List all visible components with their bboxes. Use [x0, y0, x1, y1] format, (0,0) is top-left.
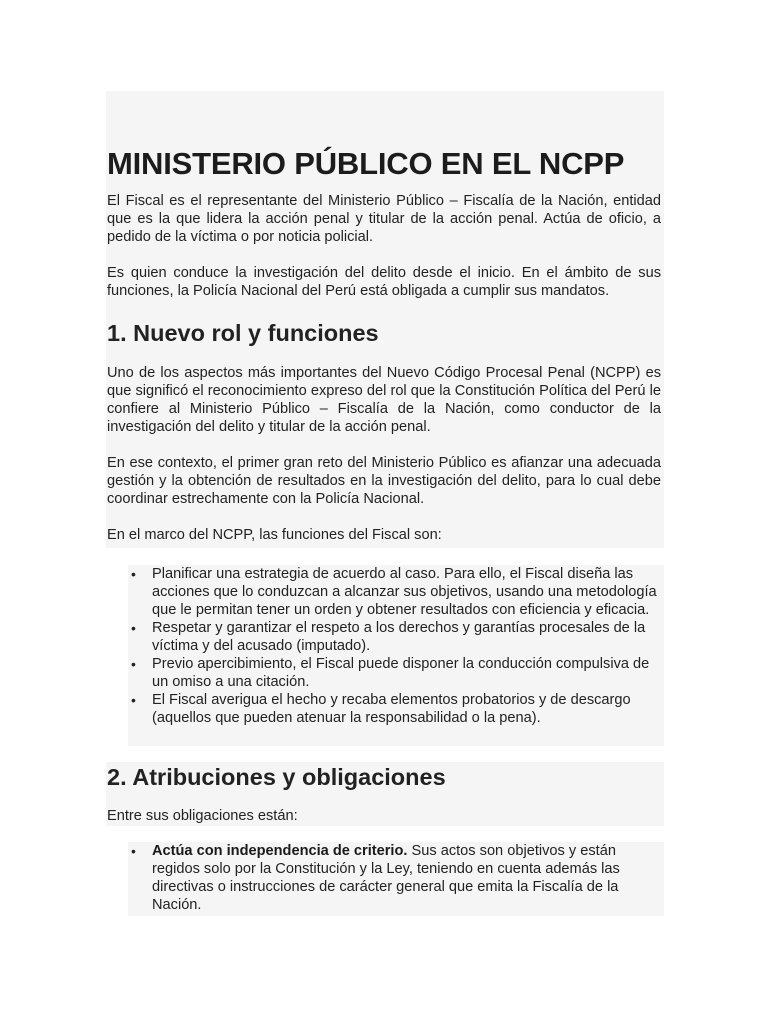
- intro-paragraph-2: Es quien conduce la investigación del delito desde el inicio. En el ámbito de sus funciones, la Policía Nacional del Perú está obligada a cumplir sus mandatos.: [107, 265, 661, 299]
- list-item: [128, 842, 664, 914]
- section-2-paragraph-1: Entre sus obligaciones están:: [107, 808, 298, 824]
- list-item-bold-lead: Actúa con independencia de criterio.: [152, 843, 408, 859]
- list-item-text: Respetar y garantizar el respeto a los derechos y garantías procesales de la víctima y del acusado (imputado).: [152, 620, 646, 654]
- section-1-paragraph-3: En el marco del NCPP, las funciones del Fiscal son:: [107, 527, 442, 543]
- bullet-icon: •: [131, 692, 136, 708]
- obligations-list-block: [128, 842, 664, 916]
- list-item-text: Planificar una estrategia de acuerdo al caso. Para ello, el Fiscal diseña las acciones que lo conduzcan a alcanzar sus objetivos, usando una metodología que le permitan tener un orden y obtener resultados con eficiencia y eficacia.: [152, 566, 657, 618]
- obligations-list: [128, 842, 664, 914]
- list-item: [128, 565, 664, 619]
- list-item-text: El Fiscal averigua el hecho y recaba elementos probatorios y de descargo (aquellos que pueden atenuar la responsabilidad o la pena).: [152, 692, 631, 726]
- page-title: MINISTERIO PÚBLICO EN EL NCPP: [107, 146, 625, 181]
- list-item-text: [152, 842, 664, 914]
- list-item: [128, 691, 664, 727]
- list-item-text: Previo apercibimiento, el Fiscal puede disponer la conducción compulsiva de un omiso a una citación.: [152, 656, 650, 690]
- section-2-block: [106, 762, 664, 826]
- bullet-icon: •: [131, 566, 136, 582]
- intro-block: [106, 91, 664, 548]
- functions-list-block: [128, 565, 664, 746]
- intro-paragraph-1: El Fiscal es el representante del Ministerio Público – Fiscalía de la Nación, entidad que es la que lidera la acción penal y titular de la acción penal. Actúa de oficio, a pedido de la víctima o por noticia policial.: [107, 193, 661, 245]
- bullet-icon: •: [131, 843, 136, 859]
- list-item: [128, 655, 664, 691]
- section-1-paragraph-2: En ese contexto, el primer gran reto del Ministerio Público es afianzar una adecuada gestión y la obtención de resultados en la investigación del delito, para lo cual debe coordinar estrechamente con la Policía Nacional.: [107, 455, 661, 507]
- section-1-paragraph-1: Uno de los aspectos más importantes del Nuevo Código Procesal Penal (NCPP) es que significó el reconocimiento expreso del rol que la Constitución Política del Perú le confiere al Ministerio Público – Fiscalía de la Nación, como conductor de la investigación del delito y titular de la acción penal.: [107, 365, 661, 435]
- list-item: [128, 619, 664, 655]
- functions-list: [128, 565, 664, 727]
- bullet-icon: •: [131, 656, 136, 672]
- section-2-heading: 2. Atribuciones y obligaciones: [107, 764, 446, 790]
- bullet-icon: •: [131, 620, 136, 636]
- list-item-rest: Sus actos son objetivos y están regidos solo por la Constitución y la Ley, teniendo en cuenta además las directivas o instrucciones de carácter general que emita la Fiscalía de la Nación.: [152, 843, 620, 913]
- section-1-heading: 1. Nuevo rol y funciones: [107, 320, 379, 346]
